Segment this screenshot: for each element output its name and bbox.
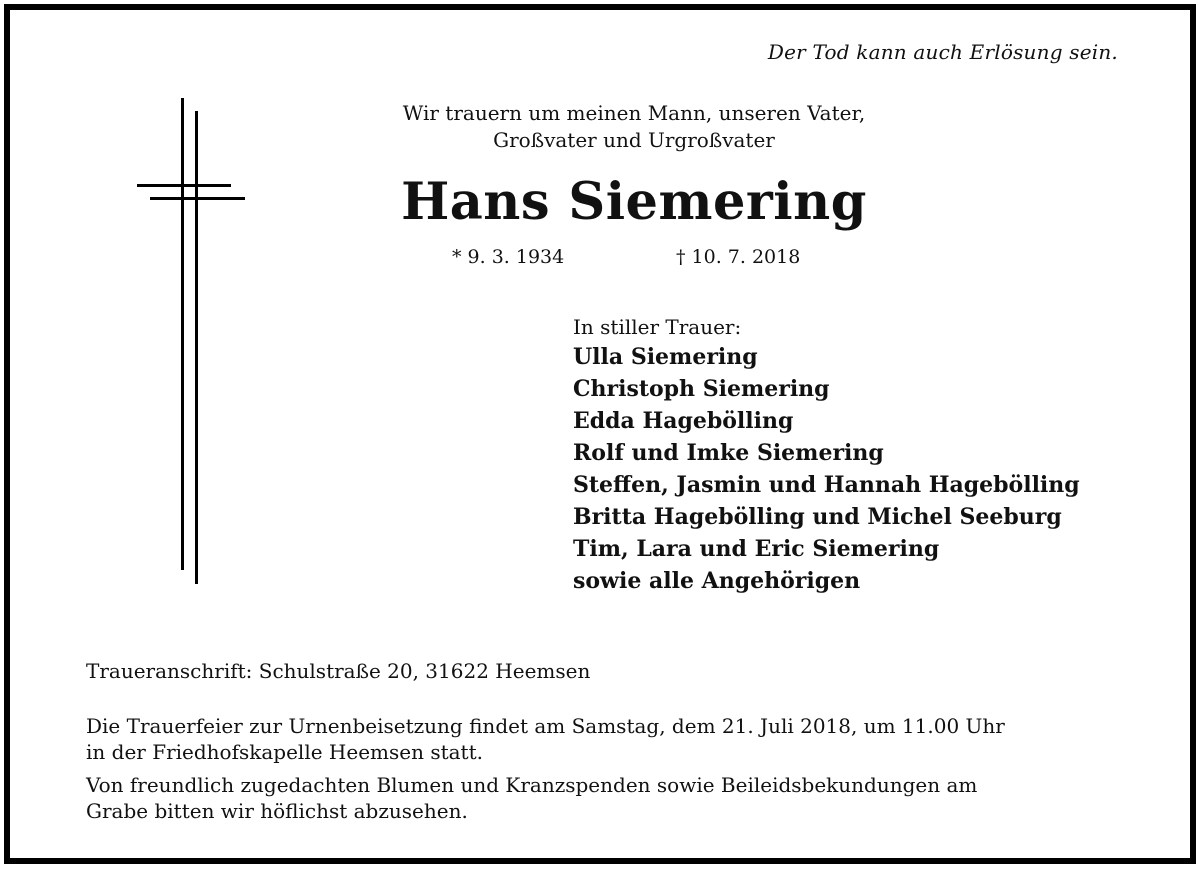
cross-vertical-left	[181, 98, 184, 570]
mourner-name: Ulla Siemering	[573, 344, 758, 370]
motto: Der Tod kann auch Erlösung sein.	[767, 40, 1118, 64]
flowers-line-2: Grabe bitten wir höflichst abzusehen.	[86, 799, 468, 823]
mourner-name: Tim, Lara und Eric Siemering	[573, 536, 940, 562]
cross-horizontal-bottom	[150, 197, 245, 200]
mourner-name: Britta Hagebölling und Michel Seeburg	[573, 504, 1062, 530]
deceased-name: Hans Siemering	[401, 172, 867, 232]
mourner-name: Rolf und Imke Siemering	[573, 440, 884, 466]
mourning-address: Traueranschrift: Schulstraße 20, 31622 Heemsen	[86, 659, 591, 683]
cross-horizontal-top	[137, 184, 231, 187]
intro-line-1: Wir trauern um meinen Mann, unseren Vater,	[402, 101, 866, 125]
birth-date: * 9. 3. 1934	[452, 246, 565, 268]
intro-text	[270, 100, 998, 154]
flowers-line-1: Von freundlich zugedachten Blumen und Kranzspenden sowie Beileidsbekundungen am	[86, 773, 978, 797]
ceremony-line-2: in der Friedhofskapelle Heemsen statt.	[86, 740, 483, 764]
mourner-name: Edda Hagebölling	[573, 408, 794, 434]
cross-vertical-right	[195, 111, 198, 584]
mourners-list	[573, 313, 1080, 597]
intro-line-2: Großvater und Urgroßvater	[493, 128, 775, 152]
ceremony-line-1: Die Trauerfeier zur Urnenbeisetzung findet am Samstag, dem 21. Juli 2018, um 11.00 Uhr	[86, 714, 1005, 738]
mourners-label: In stiller Trauer:	[573, 315, 742, 339]
mourner-name: Christoph Siemering	[573, 376, 830, 402]
flowers-paragraph	[86, 772, 1126, 824]
death-date: † 10. 7. 2018	[676, 246, 801, 268]
mourner-name: Steffen, Jasmin und Hannah Hagebölling	[573, 472, 1080, 498]
mourner-name: sowie alle Angehörigen	[573, 568, 861, 594]
ceremony-paragraph	[86, 713, 1126, 765]
